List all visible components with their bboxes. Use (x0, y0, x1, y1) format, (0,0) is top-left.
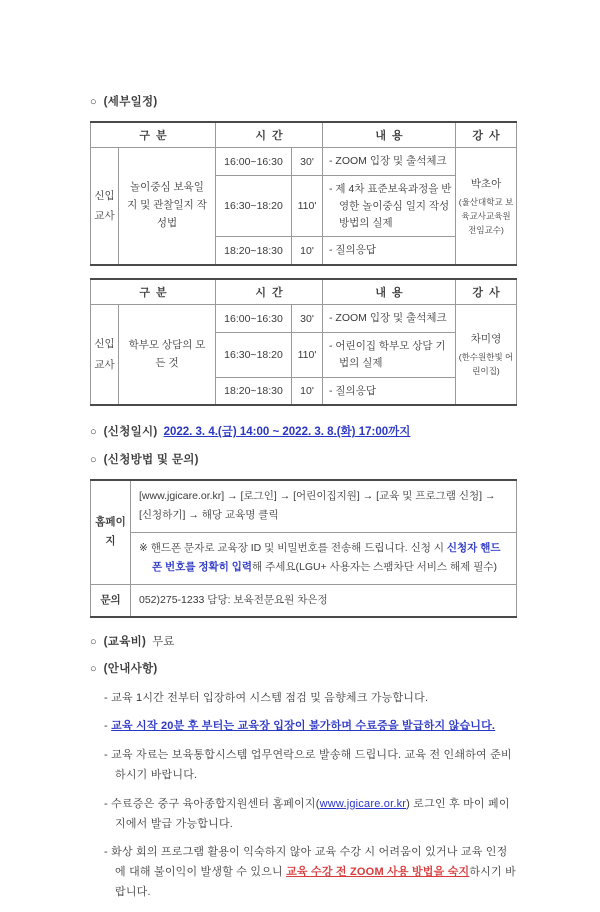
header-content: 내 용 (323, 279, 456, 305)
table-row (91, 305, 517, 333)
guide-item-3: - 교육 자료는 보육통합시스템 업무연락으로 발송해 드립니다. 교육 전 인쇄하여 준비하시기 바랍니다. (104, 749, 512, 781)
course-cell: 학부모 상담의 모든 것 (119, 305, 216, 406)
section-schedule-title (90, 94, 516, 111)
duration-cell: 110' (292, 176, 323, 237)
time-cell: 16:30~18:20 (216, 333, 292, 378)
contact-label-cell: 문의 (91, 584, 131, 617)
guide-item-4-prefix: - 수료증은 중구 육아종합지원센터 홈페이지( (104, 797, 320, 810)
dash: - (104, 720, 112, 733)
circle-bullet-icon: ○ (90, 663, 97, 676)
time-cell: 18:20~18:30 (216, 237, 292, 265)
instructor-cell (456, 305, 517, 406)
content-text: - 어린이집 학부모 상담 기법의 실제 (329, 340, 446, 369)
sms-notice-suffix: 해 주세요(LGU+ 사용자는 스팸차단 서비스 해제 필수) (252, 561, 497, 574)
guide-item-2-emphasis: 교육 시작 20분 후 부터는 교육장 입장이 불가하며 수료증을 발급하지 않습니다. (111, 720, 496, 733)
apply-method-label: (신청방법 및 문의) (103, 453, 199, 466)
content-text: - ZOOM 입장 및 출석체크 (329, 312, 447, 325)
duration-cell: 10' (292, 377, 323, 405)
schedule-table-1 (90, 121, 517, 266)
instructor-affiliation: (한수원한빛 어린이집) (458, 352, 514, 377)
schedule-table-2 (90, 278, 517, 406)
time-cell: 16:30~18:20 (216, 176, 292, 237)
circle-bullet-icon: ○ (90, 426, 97, 439)
guide-list (90, 689, 516, 903)
guide-item-5 (104, 843, 516, 902)
sms-notice-emphasis: 신청자 핸드폰 번호를 정확히 입력 (152, 541, 501, 574)
content-text: - 질의응답 (329, 244, 376, 257)
time-cell: 18:20~18:30 (216, 377, 292, 405)
duration-cell: 110' (292, 333, 323, 378)
instructor-affiliation: (울산대학교 보육교사교육원 전임교수) (458, 196, 514, 235)
contact-value-cell: 052)275-1233 담당: 보육전문요원 차은정 (131, 584, 517, 617)
sms-notice-text (139, 539, 508, 578)
content-cell (323, 333, 456, 378)
instructor-name: 박초아 (470, 177, 502, 190)
guide-item-5-suffix: 하시기 바랍니다. (115, 866, 516, 898)
table-row (91, 148, 517, 176)
apply-datetime-label: (신청일시) (103, 426, 158, 439)
guide-item-4-suffix: ) 로그인 후 마이 페이지에서 발급 가능합니다. (115, 797, 510, 830)
sms-notice-cell (131, 532, 517, 584)
homepage-link[interactable]: www.jgicare.or.kr (319, 797, 407, 810)
content-cell (323, 377, 456, 405)
section-apply-method (90, 452, 516, 469)
guide-item-4 (104, 795, 516, 835)
table-row (91, 480, 517, 532)
header-time: 시 간 (216, 279, 323, 305)
content-text: - ZOOM 입장 및 출석체크 (329, 155, 447, 168)
group-cell: 신입교사 (91, 148, 119, 265)
application-table (90, 479, 517, 618)
guide-item-5-prefix: - 화상 회의 프로그램 활용이 익숙하지 않아 교육 수강 시 어려움이 있거나 교육 인정에 대해 불이익이 발생할 수 있으니 (104, 846, 508, 879)
document-page (90, 94, 516, 912)
guide-item-1: - 교육 1시간 전부터 입장하여 시스템 점검 및 음향체크 가능합니다. (104, 691, 429, 704)
header-time: 시 간 (216, 122, 323, 148)
header-instructor: 강 사 (456, 122, 517, 148)
table-row (91, 532, 517, 584)
circle-bullet-icon: ○ (90, 453, 97, 466)
header-group: 구 분 (91, 279, 216, 305)
section-apply-datetime (90, 424, 516, 441)
guide-item-2 (104, 717, 516, 737)
circle-bullet-icon: ○ (90, 96, 97, 108)
instructor-cell (456, 148, 517, 265)
duration-cell: 10' (292, 237, 323, 265)
section-guide (90, 661, 516, 678)
guide-item-5-emphasis: 교육 수강 전 ZOOM 사용 방법을 숙지 (286, 866, 470, 879)
homepage-path-cell: [www.jgicare.or.kr] → [로그인] → [어린이집지원] → [교육 및 프로그램 신청] → [신청하기] → 해당 교육명 클릭 (131, 480, 517, 532)
guide-label: (안내사항) (103, 663, 158, 676)
content-text: - 질의응답 (329, 384, 376, 397)
sms-notice-prefix: ※ 핸드폰 문자로 교육장 ID 및 비밀번호를 전송해 드립니다. 신청 시 (139, 541, 447, 554)
fee-label: (교육비) (103, 636, 147, 649)
duration-cell: 30' (292, 148, 323, 176)
header-instructor: 강 사 (456, 279, 517, 305)
table-header-row (91, 122, 517, 148)
instructor-name: 차미영 (470, 333, 502, 346)
time-cell: 16:00~16:30 (216, 148, 292, 176)
circle-bullet-icon: ○ (90, 636, 97, 649)
content-cell (323, 237, 456, 265)
section-fee (90, 634, 516, 651)
apply-datetime-value: 2022. 3. 4.(금) 14:00 ~ 2022. 3. 8.(화) 17:00까지 (163, 426, 411, 439)
fee-value: 무료 (152, 636, 175, 649)
duration-cell: 30' (292, 305, 323, 333)
table-header-row (91, 279, 517, 305)
header-group: 구 분 (91, 122, 216, 148)
table-row (91, 584, 517, 617)
header-content: 내 용 (323, 122, 456, 148)
content-cell (323, 148, 456, 176)
course-cell: 놀이중심 보육일지 및 관찰일지 작성법 (119, 148, 216, 265)
time-cell: 16:00~16:30 (216, 305, 292, 333)
schedule-title-label: (세부일정) (103, 96, 158, 108)
content-cell (323, 176, 456, 237)
content-text: - 제 4차 표준보육과정을 반영한 놀이중심 일지 작성 방법의 실제 (329, 183, 452, 229)
homepage-label-cell: 홈페이지 (91, 480, 131, 584)
content-cell (323, 305, 456, 333)
group-cell: 신입교사 (91, 305, 119, 406)
